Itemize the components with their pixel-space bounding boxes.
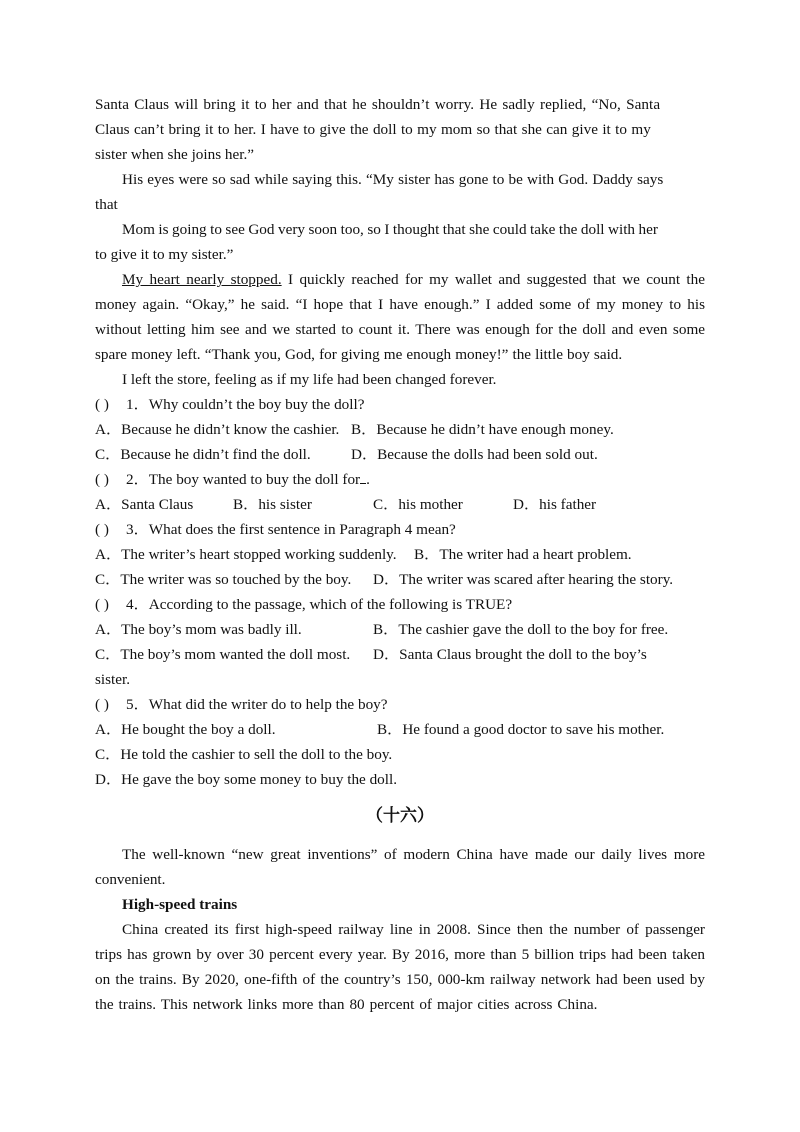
- option-b: B．Because he didn’t have enough money.: [351, 421, 614, 438]
- options-row: [95, 417, 705, 442]
- answer-blank[interactable]: ( ): [95, 396, 109, 413]
- text-line: to give it to my sister.”: [95, 246, 234, 263]
- question-5: [95, 692, 705, 717]
- option-a: A．He bought the boy a doll.: [95, 721, 276, 738]
- option-b: B．his sister: [233, 496, 312, 513]
- paragraph-text: I quickly reached for my wallet and suggested that we count the money again. “Okay,” he said. “I hope that I have enough.” I added some of my money to his without letting him see and we started to count it. There was enough for the doll and even some spare money left. “Thank you, God, for giving me enough money!” the little boy said.: [95, 271, 705, 363]
- paragraph-4: [95, 267, 705, 367]
- answer-blank[interactable]: ( ): [95, 521, 109, 538]
- document-page: [95, 92, 705, 1017]
- question-1: [95, 392, 705, 417]
- question-3: [95, 517, 705, 542]
- option-a: A．Santa Claus: [95, 496, 194, 513]
- answer-blank[interactable]: ( ): [95, 471, 109, 488]
- option-a: A．The boy’s mom was badly ill.: [95, 621, 302, 638]
- section-title: （十六）: [366, 806, 434, 826]
- text-line: Santa Claus will bring it to her and that he shouldn’t worry. He sadly replied, “No, Santa: [95, 96, 661, 113]
- passage-b: [95, 842, 705, 1017]
- question-stem: 2．The boy wanted to buy the doll for: [126, 471, 361, 488]
- subheading: High-speed trains: [122, 896, 238, 913]
- option-c: C．The boy’s mom wanted the doll most.: [95, 646, 351, 663]
- answer-blank[interactable]: ( ): [95, 696, 109, 713]
- answer-blank[interactable]: ( ): [95, 596, 109, 613]
- option-d: D．Because the dolls had been sold out.: [351, 446, 598, 463]
- underlined-sentence: My heart nearly stopped.: [122, 271, 282, 288]
- option-c: C．He told the cashier to sell the doll to the boy.: [95, 746, 393, 763]
- options-row: [95, 542, 705, 567]
- option-d: D．He gave the boy some money to buy the doll.: [95, 771, 398, 788]
- text-line: that: [95, 196, 118, 213]
- question-stem: 1．Why couldn’t the boy buy the doll?: [126, 396, 365, 413]
- option-d: D．Santa Claus brought the doll to the boy’s: [373, 646, 647, 663]
- question-4: [95, 592, 705, 617]
- question-stem-end: .: [366, 471, 370, 488]
- question-stem: 4．According to the passage, which of the following is TRUE?: [126, 596, 513, 613]
- option-wrap-line: sister.: [95, 671, 131, 688]
- text-line: His eyes were so sad while saying this. “My sister has gone to be with God. Daddy says: [122, 171, 664, 188]
- options-row: [95, 742, 705, 767]
- option-c: C．his mother: [373, 496, 463, 513]
- option-b: B．The cashier gave the doll to the boy for free.: [373, 621, 669, 638]
- option-b: B．He found a good doctor to save his mother.: [377, 721, 665, 738]
- text-line: Claus can’t bring it to her. I have to give the doll to my mom so that she can give it to my: [95, 121, 651, 138]
- option-b: B．The writer had a heart problem.: [414, 546, 632, 563]
- option-a: A．Because he didn’t know the cashier.: [95, 421, 340, 438]
- question-2: [95, 467, 705, 492]
- question-stem: 5．What did the writer do to help the boy?: [126, 696, 388, 713]
- options-row: [95, 617, 705, 642]
- questions: [95, 392, 705, 792]
- options-row: [95, 442, 705, 467]
- options-row: [95, 492, 705, 517]
- option-a: A．The writer’s heart stopped working suddenly.: [95, 546, 397, 563]
- body-paragraph: China created its first high-speed railway line in 2008. Since then the number of passenger trips has grown by over 30 percent every year. By 2016, more than 5 billion trips had been taken on the trains. By 2020, one-fifth of the country’s 150, 000-km railway network had been used by the trains. This network links more than 80 percent of major cities across China.: [95, 921, 705, 1013]
- options-row: [95, 642, 705, 667]
- option-d: D．The writer was scared after hearing the story.: [373, 571, 674, 588]
- option-d: D．his father: [513, 496, 597, 513]
- passage-a: [95, 92, 705, 392]
- option-c: C．The writer was so touched by the boy.: [95, 571, 352, 588]
- options-row: [95, 567, 705, 592]
- text-line: Mom is going to see God very soon too, so I thought that she could take the doll with her: [122, 221, 658, 238]
- text-line: sister when she joins her.”: [95, 146, 255, 163]
- intro-paragraph: The well-known “new great inventions” of modern China have made our daily lives more convenient.: [95, 846, 705, 888]
- option-c: C．Because he didn’t find the doll.: [95, 446, 311, 463]
- question-stem: 3．What does the first sentence in Paragraph 4 mean?: [126, 521, 456, 538]
- options-row: [95, 717, 705, 742]
- text-line: I left the store, feeling as if my life had been changed forever.: [122, 371, 497, 388]
- options-row: [95, 767, 705, 792]
